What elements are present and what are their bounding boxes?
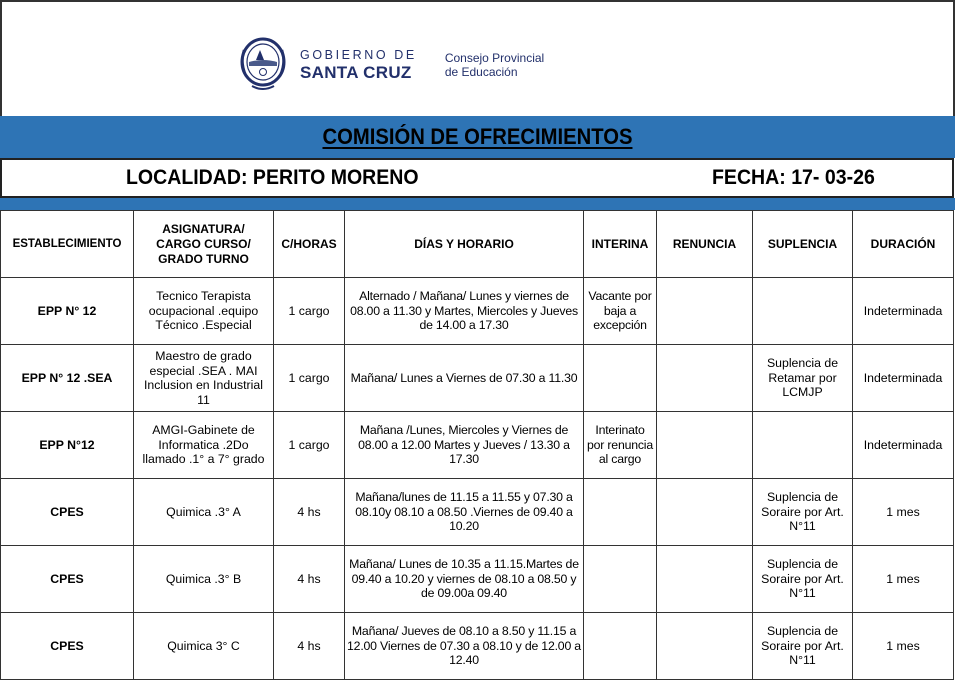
cell-establecimiento: EPP N° 12 .SEA	[1, 345, 134, 412]
cell-establecimiento: CPES	[1, 613, 134, 680]
cell-duracion: 1 mes	[853, 613, 954, 680]
cell-horas: 4 hs	[274, 479, 345, 546]
table-row	[1, 479, 954, 546]
header-suplencia: SUPLENCIA	[753, 211, 853, 278]
cell-duracion: 1 mes	[853, 479, 954, 546]
cell-dias: Mañana/lunes de 11.15 a 11.55 y 07.30 a 08.10y 08.10 a 08.50 .Viernes de 09.40 a 10.20	[345, 479, 584, 546]
cell-establecimiento: CPES	[1, 479, 134, 546]
page-title: COMISIÓN DE OFRECIMIENTOS	[322, 124, 633, 149]
cell-dias: Mañana/ Lunes a Viernes de 07.30 a 11.30	[345, 345, 584, 412]
cell-dias: Mañana /Lunes, Miercoles y Viernes de 08.00 a 12.00 Martes y Jueves / 13.30 a 17.30	[345, 412, 584, 479]
header-asignatura: ASIGNATURA/ CARGO CURSO/ GRADO TURNO	[134, 211, 274, 278]
cell-horas: 4 hs	[274, 613, 345, 680]
table-header-row	[1, 211, 954, 278]
cell-suplencia: Suplencia de Soraire por Art. N°11	[753, 479, 853, 546]
government-name	[300, 49, 417, 82]
cell-duracion: Indeterminada	[853, 278, 954, 345]
table-row	[1, 345, 954, 412]
cell-suplencia: Suplencia de Soraire por Art. N°11	[753, 613, 853, 680]
header-duracion: DURACIÓN	[853, 211, 954, 278]
cell-renuncia	[657, 412, 753, 479]
cell-renuncia	[657, 345, 753, 412]
title-band	[0, 116, 955, 158]
cell-dias: Mañana/ Jueves de 08.10 a 8.50 y 11.15 a 12.00 Viernes de 07.30 a 08.10 y de 12.00 a 12.40	[345, 613, 584, 680]
government-line2: SANTA CRUZ	[300, 63, 412, 83]
cell-duracion: 1 mes	[853, 546, 954, 613]
header-dias: DÍAS Y HORARIO	[345, 211, 584, 278]
cell-horas: 4 hs	[274, 546, 345, 613]
cell-asignatura: Quimica .3° B	[134, 546, 274, 613]
cell-dias: Alternado / Mañana/ Lunes y viernes de 08.00 a 11.30 y Martes, Miercoles y Jueves de 14.00 a 17.30	[345, 278, 584, 345]
header-renuncia: RENUNCIA	[657, 211, 753, 278]
fecha-label: FECHA: 17- 03-26	[712, 166, 875, 189]
cell-duracion: Indeterminada	[853, 345, 954, 412]
header-horas: C/HORAS	[274, 211, 345, 278]
cell-interina: Interinato por renuncia al cargo	[584, 412, 657, 479]
offers-table	[0, 210, 954, 680]
cell-establecimiento: EPP N° 12	[1, 278, 134, 345]
council-line1: Consejo Provincial	[444, 51, 545, 65]
cell-interina	[584, 345, 657, 412]
council-name	[445, 51, 544, 79]
cell-suplencia	[753, 278, 853, 345]
cell-establecimiento: EPP N°12	[1, 412, 134, 479]
cell-renuncia	[657, 546, 753, 613]
header-establecimiento: ESTABLECIMIENTO	[1, 211, 134, 278]
cell-asignatura: Quimica .3° A	[134, 479, 274, 546]
document-header	[0, 0, 955, 118]
cell-suplencia: Suplencia de Retamar por LCMJP	[753, 345, 853, 412]
cell-establecimiento: CPES	[1, 546, 134, 613]
cell-renuncia	[657, 479, 753, 546]
location-band	[0, 158, 954, 198]
cell-horas: 1 cargo	[274, 412, 345, 479]
cell-interina: Vacante por baja a excepción	[584, 278, 657, 345]
council-line2: de Educación	[444, 65, 518, 79]
cell-asignatura: AMGI-Gabinete de Informatica .2Do llamado .1° a 7° grado	[134, 412, 274, 479]
cell-horas: 1 cargo	[274, 278, 345, 345]
cell-asignatura: Maestro de grado especial .SEA . MAI Inclusion en Industrial 11	[134, 345, 274, 412]
localidad-label: LOCALIDAD: PERITO MORENO	[126, 166, 419, 189]
table-row	[1, 278, 954, 345]
cell-renuncia	[657, 278, 753, 345]
header-interina: INTERINA	[584, 211, 657, 278]
cell-horas: 1 cargo	[274, 345, 345, 412]
cell-interina	[584, 479, 657, 546]
cell-interina	[584, 613, 657, 680]
table-row	[1, 412, 954, 479]
cell-suplencia	[753, 412, 853, 479]
cell-duracion: Indeterminada	[853, 412, 954, 479]
table-row	[1, 546, 954, 613]
government-line1: GOBIERNO DE	[300, 47, 417, 62]
cell-asignatura: Tecnico Terapista ocupacional .equipo Técnico .Especial	[134, 278, 274, 345]
table-row	[1, 613, 954, 680]
provincial-seal-icon	[238, 36, 288, 94]
cell-renuncia	[657, 613, 753, 680]
cell-interina	[584, 546, 657, 613]
logo-group	[238, 36, 544, 94]
cell-suplencia: Suplencia de Soraire por Art. N°11	[753, 546, 853, 613]
cell-asignatura: Quimica 3° C	[134, 613, 274, 680]
divider-band	[0, 198, 955, 210]
cell-dias: Mañana/ Lunes de 10.35 a 11.15.Martes de 09.40 a 10.20 y viernes de 08.10 a 08.50 y de 09.00a 09.40	[345, 546, 584, 613]
